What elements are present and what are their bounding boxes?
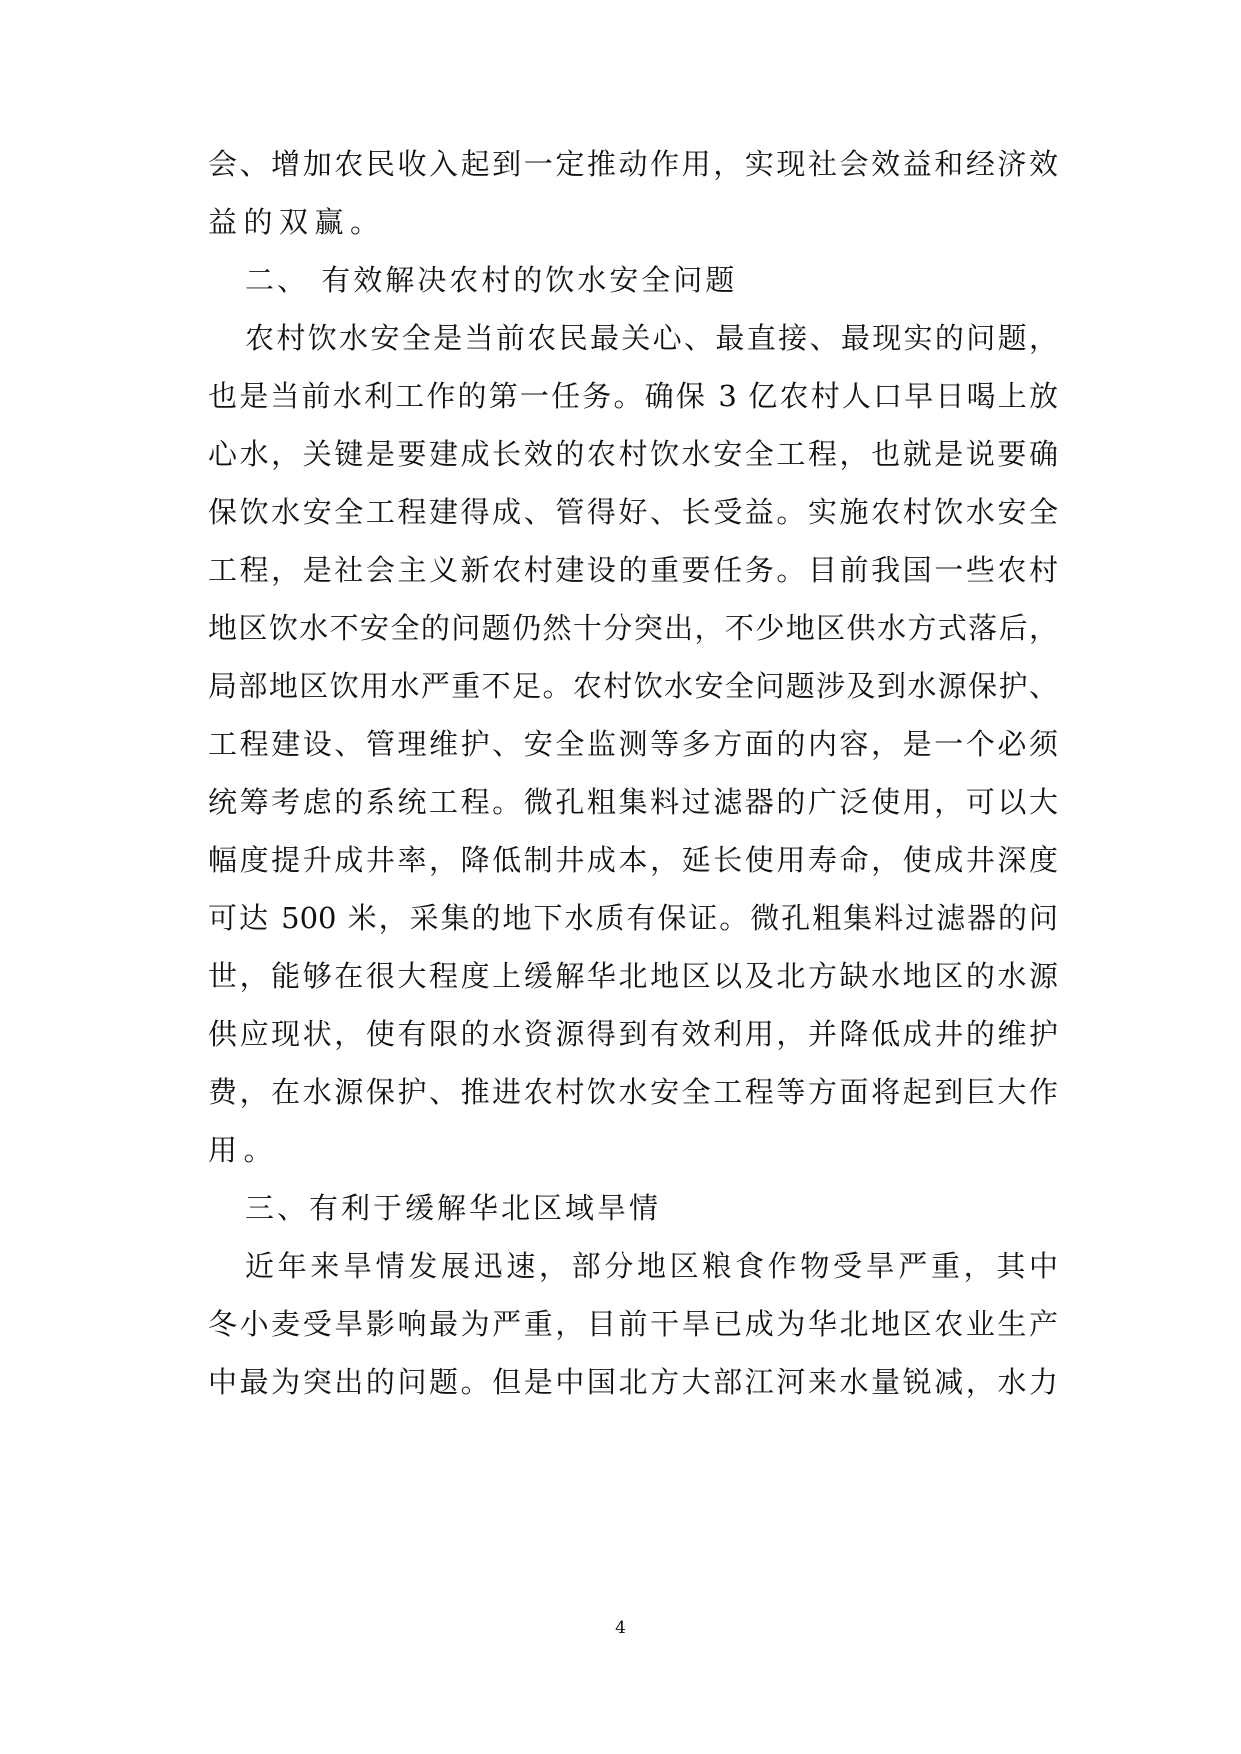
body-line: 工程建设、管理维护、安全监测等多方面的内容，是一个必须 <box>208 727 1058 761</box>
body-line: 农村饮水安全是当前农民最关心、最直接、最现实的问题， <box>245 321 1058 355</box>
body-line: 幅度提升成井率，降低制井成本，延长使用寿命，使成井深度 <box>208 843 1058 877</box>
body-line: 供应现状，使有限的水资源得到有效利用，并降低成井的维护 <box>208 1017 1058 1051</box>
body-line: 局部地区饮用水严重不足。农村饮水安全问题涉及到水源保护、 <box>208 669 1058 703</box>
body-line: 保饮水安全工程建得成、管得好、长受益。实施农村饮水安全 <box>208 495 1058 529</box>
body-line: 心水，关键是要建成长效的农村饮水安全工程，也就是说要确 <box>208 437 1058 471</box>
body-line: 中最为突出的问题。但是中国北方大部江河来水量锐减，水力 <box>208 1365 1058 1399</box>
body-line: 地区饮水不安全的问题仍然十分突出，不少地区供水方式落后， <box>208 611 1058 645</box>
body-line: 近年来旱情发展迅速，部分地区粮食作物受旱严重，其中 <box>245 1249 1058 1283</box>
body-line: 用。 <box>208 1133 280 1167</box>
body-line: 益的双赢。 <box>208 205 386 239</box>
body-line: 会、增加农民收入起到一定推动作用，实现社会效益和经济效 <box>208 147 1058 181</box>
body-line: 工程，是社会主义新农村建设的重要任务。目前我国一些农村 <box>208 553 1058 587</box>
section-heading-3: 三、有利于缓解华北区域旱情 <box>245 1191 662 1225</box>
body-line: 可达 500 米，采集的地下水质有保证。微孔粗集料过滤器的问 <box>208 901 1058 935</box>
section-heading-2: 二、 有效解决农村的饮水安全问题 <box>245 263 738 297</box>
body-line: 费，在水源保护、推进农村饮水安全工程等方面将起到巨大作 <box>208 1075 1058 1109</box>
body-line: 冬小麦受旱影响最为严重，目前干旱已成为华北地区农业生产 <box>208 1307 1058 1341</box>
body-line: 统筹考虑的系统工程。微孔粗集料过滤器的广泛使用，可以大 <box>208 785 1058 819</box>
body-line: 世，能够在很大程度上缓解华北地区以及北方缺水地区的水源 <box>208 959 1058 993</box>
body-line: 也是当前水利工作的第一任务。确保 3 亿农村人口早日喝上放 <box>208 379 1058 413</box>
page-number: 4 <box>615 1618 626 1638</box>
